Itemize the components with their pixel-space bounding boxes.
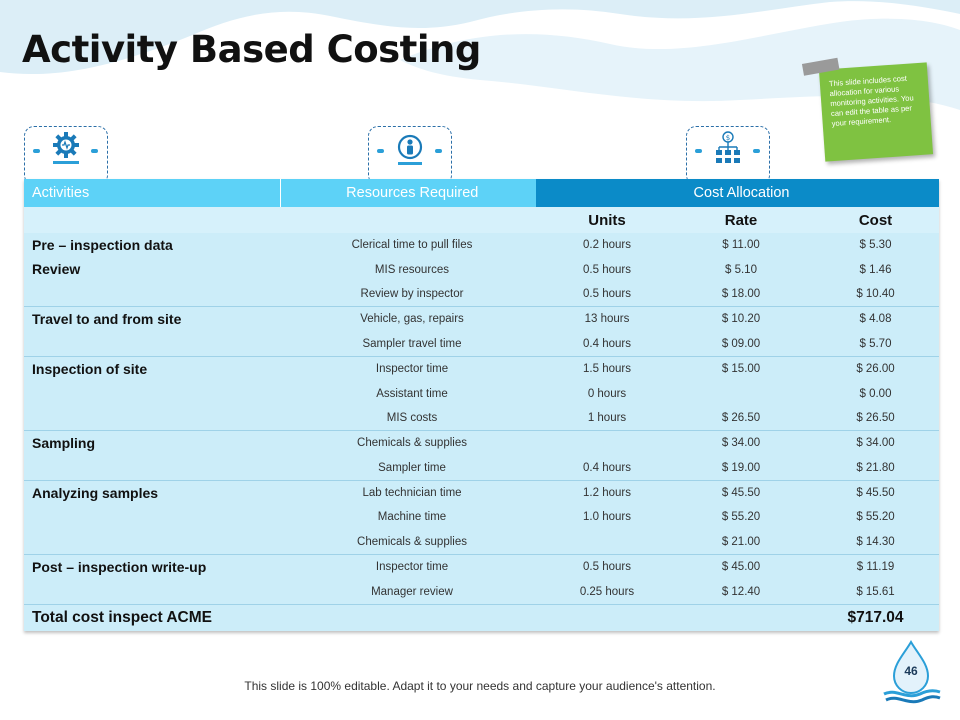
page-title: Activity Based Costing — [22, 28, 481, 71]
resource-cell: Machine time — [280, 505, 536, 529]
sticky-note — [819, 62, 933, 161]
resource-cell: Clerical time to pull files — [280, 233, 536, 257]
cost-cell: $ 5.30 — [804, 233, 939, 257]
rate-cell: $ 45.00 — [670, 555, 804, 580]
rate-cell: $ 55.20 — [670, 505, 804, 529]
rate-cell: $ 5.10 — [670, 257, 804, 281]
activity-name — [24, 356, 280, 430]
subheader-blank — [280, 207, 536, 233]
header-resources: Resources Required — [280, 179, 536, 207]
dash-decoration — [377, 149, 384, 153]
units-cell: 13 hours — [536, 307, 670, 332]
table-row — [24, 356, 939, 381]
activity-name — [24, 480, 280, 554]
person-icon — [395, 131, 425, 167]
resource-cell: Inspector time — [280, 356, 536, 381]
resource-cell: Assistant time — [280, 381, 536, 405]
footer-text: This slide is 100% editable. Adapt it to your needs and capture your audience's attention. — [244, 679, 716, 693]
activity-group — [24, 555, 939, 605]
activity-name-line: Pre – inspection data — [32, 237, 173, 253]
cost-cell: $ 14.30 — [804, 530, 939, 555]
rate-cell: $ 12.40 — [670, 579, 804, 604]
gear-icon — [51, 131, 81, 167]
rate-cell: $ 45.50 — [670, 480, 804, 505]
units-cell — [536, 431, 670, 456]
rate-cell — [670, 381, 804, 405]
activity-group — [24, 233, 939, 307]
units-cell: 0.5 hours — [536, 257, 670, 281]
cost-cell: $ 55.20 — [804, 505, 939, 529]
units-cell: 0.2 hours — [536, 233, 670, 257]
cost-cell: $ 0.00 — [804, 381, 939, 405]
dash-decoration — [435, 149, 442, 153]
dash-decoration — [695, 149, 702, 153]
dash-decoration — [33, 149, 40, 153]
cost-cell: $ 10.40 — [804, 282, 939, 307]
activity-group — [24, 480, 939, 554]
units-cell: 1.2 hours — [536, 480, 670, 505]
units-cell: 0.25 hours — [536, 579, 670, 604]
table-subheader-row — [24, 207, 939, 233]
dash-decoration — [91, 149, 98, 153]
rate-cell: $ 21.00 — [670, 530, 804, 555]
resource-cell: Manager review — [280, 579, 536, 604]
rate-cell: $ 18.00 — [670, 282, 804, 307]
activity-group — [24, 356, 939, 430]
subheader-cost: Cost — [804, 207, 939, 233]
icon-card-resources — [368, 126, 452, 185]
total-label: Total cost inspect ACME — [24, 604, 804, 631]
cost-cell: $ 15.61 — [804, 579, 939, 604]
page-number-badge — [880, 640, 942, 708]
resource-cell: MIS resources — [280, 257, 536, 281]
dash-decoration — [753, 149, 760, 153]
units-cell: 0.4 hours — [536, 456, 670, 481]
icon-card-activities — [24, 126, 108, 185]
units-cell: 0 hours — [536, 381, 670, 405]
resource-cell: Review by inspector — [280, 282, 536, 307]
units-cell: 0.4 hours — [536, 332, 670, 357]
cost-cell: $ 5.70 — [804, 332, 939, 357]
rate-cell: $ 19.00 — [670, 456, 804, 481]
sticky-note-text: This slide includes cost allocation for various monitoring activities. You can edit the table as per your requirement. — [828, 73, 915, 129]
svg-text:$: $ — [725, 134, 731, 142]
subheader-rate: Rate — [670, 207, 804, 233]
cost-cell: $ 21.80 — [804, 456, 939, 481]
resource-cell: Lab technician time — [280, 480, 536, 505]
header-activities: Activities — [24, 179, 280, 207]
cost-cell: $ 11.19 — [804, 555, 939, 580]
resource-cell: Chemicals & supplies — [280, 530, 536, 555]
resource-cell: MIS costs — [280, 406, 536, 431]
table-row — [24, 555, 939, 580]
units-cell: 1.0 hours — [536, 505, 670, 529]
activity-name — [24, 555, 280, 605]
subheader-blank — [24, 207, 280, 233]
activity-name-line: Post – inspection write-up — [32, 559, 207, 576]
cost-cell: $ 4.08 — [804, 307, 939, 332]
activity-group — [24, 307, 939, 357]
total-value: $717.04 — [804, 604, 939, 631]
rate-cell: $ 10.20 — [670, 307, 804, 332]
table-row — [24, 431, 939, 456]
units-cell: 1 hours — [536, 406, 670, 431]
table-row — [24, 307, 939, 332]
activity-name-line: Inspection of site — [32, 360, 148, 377]
resource-cell: Sampler time — [280, 456, 536, 481]
subheader-units: Units — [536, 207, 670, 233]
cost-table — [24, 179, 939, 631]
cost-cell: $ 26.00 — [804, 356, 939, 381]
rate-cell: $ 11.00 — [670, 233, 804, 257]
activity-name-line: Analyzing samples — [32, 484, 159, 501]
cost-cell: $ 34.00 — [804, 431, 939, 456]
activity-name-line: Review — [32, 261, 81, 277]
activity-name — [24, 431, 280, 481]
cost-cell: $ 26.50 — [804, 406, 939, 431]
resource-cell: Chemicals & supplies — [280, 431, 536, 456]
activity-name — [24, 307, 280, 357]
table-row — [24, 233, 939, 257]
table-header-row — [24, 179, 939, 207]
units-cell: 0.5 hours — [536, 282, 670, 307]
activity-name-line: Travel to and from site — [32, 311, 182, 328]
units-cell — [536, 530, 670, 555]
units-cell: 1.5 hours — [536, 356, 670, 381]
icon-card-cost-allocation — [686, 126, 770, 185]
rate-cell: $ 09.00 — [670, 332, 804, 357]
rate-cell: $ 15.00 — [670, 356, 804, 381]
activity-name — [24, 233, 280, 307]
rate-cell: $ 26.50 — [670, 406, 804, 431]
table-row — [24, 480, 939, 505]
activity-name-line: Sampling — [32, 435, 96, 452]
hierarchy-dollar-icon — [713, 131, 743, 167]
page-number: 46 — [904, 664, 918, 678]
resource-cell: Vehicle, gas, repairs — [280, 307, 536, 332]
cost-cell: $ 45.50 — [804, 480, 939, 505]
resource-cell: Sampler travel time — [280, 332, 536, 357]
units-cell: 0.5 hours — [536, 555, 670, 580]
activity-group — [24, 431, 939, 481]
cost-cell: $ 1.46 — [804, 257, 939, 281]
resource-cell: Inspector time — [280, 555, 536, 580]
header-cost-allocation: Cost Allocation — [536, 179, 939, 207]
rate-cell: $ 34.00 — [670, 431, 804, 456]
total-row — [24, 604, 939, 631]
